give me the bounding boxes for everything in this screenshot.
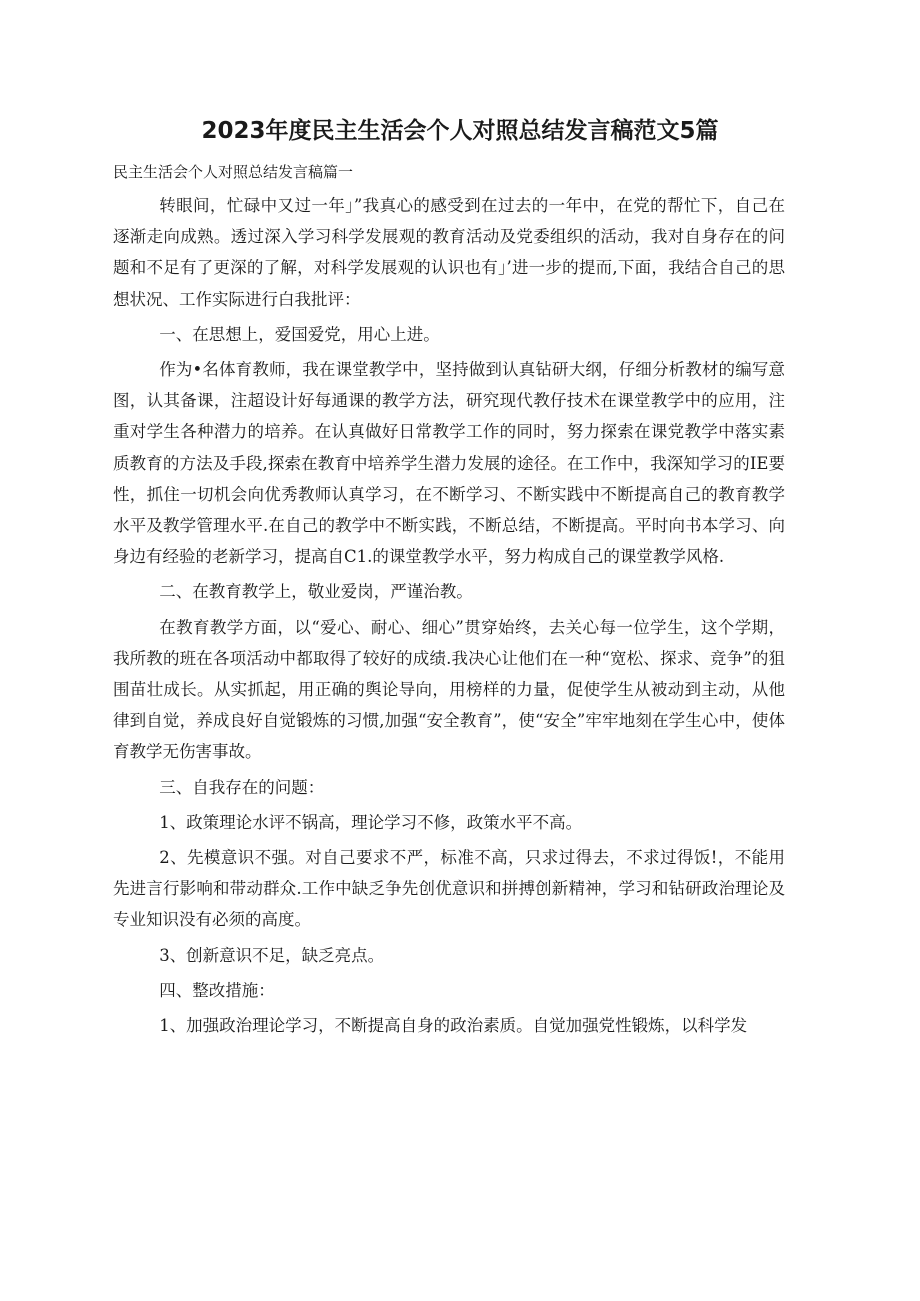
list-item: 2、先模意识不强。对自己要求不严，标准不高，只求过得去，不求过得饭!，不能用先进言行影响和带动群众.工作中缺乏争先创优意识和拼搏创新精神，学习和钻研政治理论及专业知识没有必须的高度。 bbox=[113, 848, 785, 930]
list-item: 3、创新意识不足，缺乏亮点。 bbox=[159, 945, 385, 965]
paragraph: 作为•名体育教师，我在课堂教学中，坚持做到认真钻研大纲，仔细分析教材的编写意图，认其备课，注超设计好每通课的教学方法，研究现代教仔技术在课堂教学中的应用，注重对学生各种潜力的培养。在认真做好日常教学工作的同时，努力探索在课党教学中落实素质教育的方法及手段,探索在教育中培养学生潜力发展的途径。在工作中，我深知学习的IE要性，抓住一切机会向优秀教师认真学习，在不断学习、不断实践中不断提高自己的教育教学水平及教学管理水平.在自己的教学中不断实践，不断总结，不断提高。平时向书本学习、向身边有经验的老新学习，提高自C1.的课堂教学水平，努力构成自己的课堂教学风格. bbox=[113, 360, 785, 567]
section-heading: 一、在思想上，爱国爱党，用心上进。 bbox=[159, 324, 440, 344]
section-heading: 四、整改措施： bbox=[159, 980, 275, 1000]
section-heading: 二、在教育教学上，敬业爱岗，严谨治教。 bbox=[159, 582, 473, 602]
list-item: 1、加强政治理论学习，不断提高自身的政治素质。自觉加强党性锻炼，以科学发 bbox=[159, 1016, 748, 1036]
document-title: 2023年度民主生活会个人对照总结发言稿范文5篇 bbox=[201, 118, 719, 144]
list-item: 1、政策理论水评不锅高，理论学习不修，政策水平不高。 bbox=[159, 812, 583, 832]
paragraph: 在教育教学方面，以“爱心、耐心、细心”贯穿始终，去关心每一位学生，这个学期，我所教的班在各项活动中都取得了较好的成绩.我决心让他们在一种“宽松、探求、竞争”的狙围苗壮成长。从实抓起，用正确的舆论导向，用榜样的力量，促使学生从被动到主动，从他律到自觉，养成良好自觉锻炼的习惯,加强“安全教育”，使“安全”牢牢地刻在学生心中，使体育教学无伤害事故。 bbox=[113, 617, 785, 762]
section-heading: 三、自我存在的问题： bbox=[159, 777, 325, 797]
section-subtitle: 民主生活会个人对照总结发言稿篇一 bbox=[113, 163, 354, 181]
paragraph: 转眼间，忙碌中又过一年」”我真心的感受到在过去的一年中，在党的帮忙下，自己在逐渐走向成熟。透过深入学习科学发展观的教育活动及党委组织的活动，我对自身存在的问题和不足有了更深的了解，对科学发展观的认识也有」’进一步的提而,下面，我结合自己的思想状况、工作实际进行白我批评： bbox=[113, 196, 785, 309]
document-body bbox=[113, 190, 785, 1045]
